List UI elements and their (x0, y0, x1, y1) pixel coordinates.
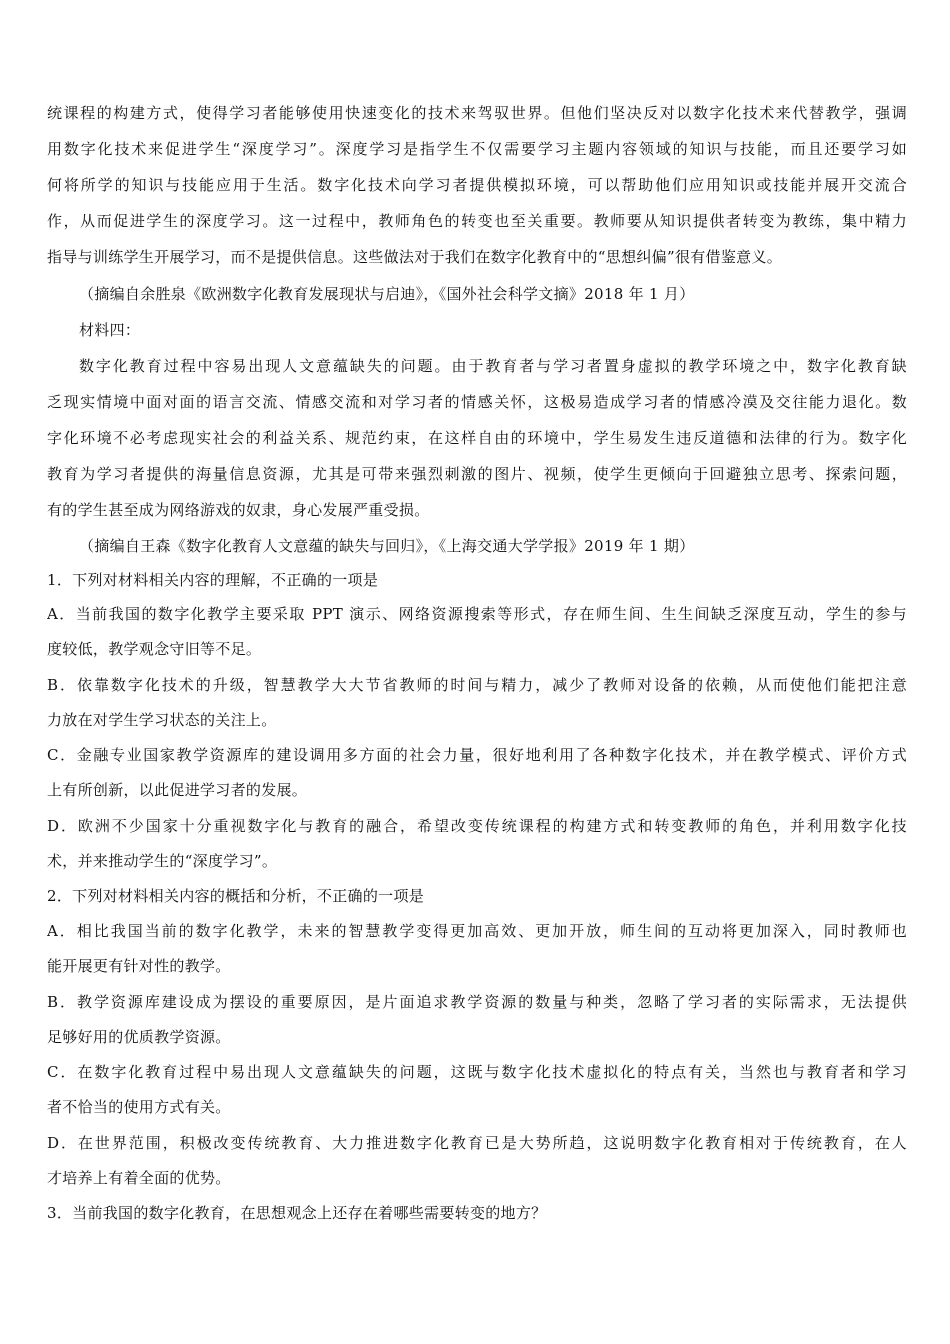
q2-option-c-line-1: C．在数字化教育过程中易出现人文意蕴缺失的问题，这既与数字化技术虚拟化的特点有关，当然也与教育者和学习 (47, 1063, 907, 1081)
q3-stem: 3．当前我国的数字化教育，在思想观念上还存在着哪些需要转变的地方？ (47, 1204, 547, 1222)
material4-line-1: 数字化教育过程中容易出现人文意蕴缺失的问题。由于教育者与学习者置身虚拟的教学环境之中，数字化教育缺 (79, 357, 907, 375)
q1-stem: 1．下列对材料相关内容的理解，不正确的一项是 (47, 571, 379, 589)
q2-option-a-line-2: 能开展更有针对性的教学。 (47, 957, 231, 975)
material3-line-3: 何将所学的知识与技能应用于生活。数字化技术向学习者提供模拟环境，可以帮助他们应用知识或技能并展开交流合 (47, 176, 907, 194)
material4-source: （摘编自王森《数字化教育人文意蕴的缺失与回归》，《上海交通大学学报》2019 年 1 期） (79, 537, 695, 555)
q2-option-b-line-2: 足够好用的优质教学资源。 (47, 1028, 231, 1046)
material4-line-2: 乏现实情境中面对面的语言交流、情感交流和对学习者的情感关怀，这极易造成学习者的情感冷漠及交往能力退化。数 (47, 393, 907, 411)
material4-line-5: 有的学生甚至成为网络游戏的奴隶，身心发展严重受损。 (47, 501, 430, 519)
q2-option-a-line-1: A．相比我国当前的数字化教学，未来的智慧教学变得更加高效、更加开放，师生间的互动将更加深入，同时教师也 (47, 922, 907, 940)
q2-option-d-line-1: D．在世界范围，积极改变传统教育、大力推进数字化教育已是大势所趋，这说明数字化教育相对于传统教育，在人 (47, 1134, 907, 1152)
q1-option-a-line-1: A．当前我国的数字化教学主要采取 PPT 演示、网络资源搜索等形式，存在师生间、生生间缺乏深度互动，学生的参与 (47, 605, 907, 623)
material3-line-5: 指导与训练学生开展学习，而不是提供信息。这些做法对于我们在数字化教育中的“思想纠偏”很有借鉴意义。 (47, 248, 783, 266)
material3-line-4: 作，从而促进学生的深度学习。这一过程中，教师角色的转变也至关重要。教师要从知识提供者转变为教练，集中精力 (47, 212, 907, 230)
material4-line-4: 教育为学习者提供的海量信息资源，尤其是可带来强烈刺激的图片、视频，使学生更倾向于回避独立思考、探索问题， (47, 465, 907, 483)
q2-stem: 2．下列对材料相关内容的概括和分析，不正确的一项是 (47, 887, 425, 905)
q2-option-b-line-1: B．教学资源库建设成为摆设的重要原因，是片面追求教学资源的数量与种类，忽略了学习者的实际需求，无法提供 (47, 993, 907, 1011)
q1-option-c-line-1: C．金融专业国家教学资源库的建设调用多方面的社会力量，很好地利用了各种数字化技术，并在教学模式、评价方式 (47, 746, 907, 764)
q1-option-d-line-2: 术，并来推动学生的“深度学习”。 (47, 852, 278, 870)
material3-line-2: 用数字化技术来促进学生“深度学习”。深度学习是指学生不仅需要学习主题内容领域的知识与技能，而且还要学习如 (47, 140, 907, 158)
q2-option-d-line-2: 才培养上有着全面的优势。 (47, 1169, 231, 1187)
q1-option-b-line-1: B．依靠数字化技术的升级，智慧教学大大节省教师的时间与精力，减少了教师对设备的依赖，从而使他们能把注意 (47, 676, 907, 694)
q1-option-d-line-1: D．欧洲不少国家十分重视数字化与教育的融合，希望改变传统课程的构建方式和转变教师的角色，并利用数字化技 (47, 817, 907, 835)
material3-source: （摘编自余胜泉《欧洲数字化教育发展现状与启迪》，《国外社会科学文摘》2018 年 1 月） (79, 285, 695, 303)
q1-option-b-line-2: 力放在对学生学习状态的关注上。 (47, 711, 277, 729)
q1-option-a-line-2: 度较低，教学观念守旧等不足。 (47, 640, 262, 658)
material3-line-1: 统课程的构建方式，使得学习者能够使用快速变化的技术来驾驭世界。但他们坚决反对以数字化技术来代替教学，强调 (47, 104, 907, 122)
material4-heading: 材料四： (79, 321, 141, 339)
q1-option-c-line-2: 上有所创新，以此促进学习者的发展。 (47, 781, 308, 799)
q2-option-c-line-2: 者不恰当的使用方式有关。 (47, 1098, 231, 1116)
material4-line-3: 字化环境不必考虑现实社会的利益关系、规范约束，在这样自由的环境中，学生易发生违反道德和法律的行为。数字化 (47, 429, 907, 447)
